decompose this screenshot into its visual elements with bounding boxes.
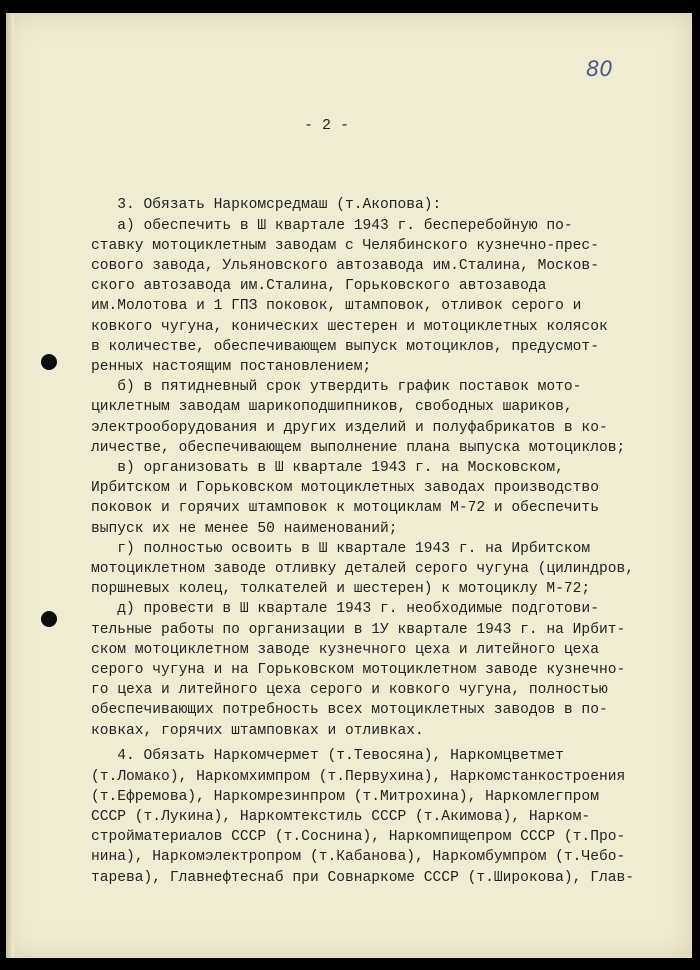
text-line: выпуск их не менее 50 наименований; xyxy=(91,520,398,537)
text-line: ском мотоциклетном заводе кузнечного цеха и литейного цеха xyxy=(91,641,599,658)
text-line: серого чугуна и на Горьковском мотоциклетном заводе кузнечно- xyxy=(91,662,626,679)
text-line: СССР (т.Лукина), Наркомтекстиль СССР (т.Акимова), Нарком- xyxy=(91,809,591,826)
text-line: нина), Наркомэлектропром (т.Кабанова), Наркомбумпром (т.Чебо- xyxy=(91,849,626,866)
page-edge xyxy=(6,13,14,958)
text-line: мотоциклетном заводе отливку деталей серого чугуна (цилиндров, xyxy=(91,561,634,578)
text-line: тельные работы по организации в 1У квартале 1943 г. на Ирбит- xyxy=(91,621,626,638)
text-line: 4. Обязать Наркомчермет (т.Тевосяна), Наркомцветмет xyxy=(91,748,564,765)
text-line: им.Молотова и 1 ГПЗ поковок, штамповок, отливок серого и xyxy=(91,298,582,315)
text-line: обеспечивающих потребность всех мотоциклетных заводов в по- xyxy=(91,702,608,719)
text-line: го цеха и литейного цеха серого и ковкого чугуна, полностью xyxy=(91,682,608,699)
text-line: ковках, горячих штамповках и отливках. xyxy=(91,722,424,739)
text-line: стройматериалов СССР (т.Соснина), Наркомпищепром СССР (т.Про- xyxy=(91,829,626,846)
text-line: ковкого чугуна, конических шестерен и мотоциклетных колясок xyxy=(91,318,608,335)
text-line: (т.Ломако), Наркомхимпром (т.Первухина), Наркомстанкостроения xyxy=(91,768,626,785)
section-4-text xyxy=(91,706,661,928)
text-line: 3. Обязать Наркомсредмаш (т.Акопова): xyxy=(91,197,442,214)
text-line: поковок и горячих штамповок к мотоциклам М-72 и обеспечить xyxy=(91,500,599,517)
punch-hole-upper xyxy=(41,354,57,370)
text-line: тарева), Главнефтеснаб при Совнаркоме СССР (т.Широкова), Глав- xyxy=(91,869,634,886)
text-line: в количестве, обеспечивающем выпуск мотоциклов, предусмот- xyxy=(91,338,599,355)
text-line: сового завода, Ульяновского автозавода им.Сталина, Москов- xyxy=(91,258,599,275)
text-line: электрооборудования и других изделий и полуфабрикатов в ко- xyxy=(91,419,608,436)
text-line: ского автозавода им.Сталина, Горьковского автозавода xyxy=(91,278,547,295)
text-line: в) организовать в Ш квартале 1943 г. на Московском, xyxy=(91,460,564,477)
folio-number: 80 xyxy=(586,57,613,81)
document-page xyxy=(6,13,692,958)
text-line: личестве, обеспечивающем выполнение плана выпуска мотоциклов; xyxy=(91,439,626,456)
punch-hole-lower xyxy=(41,611,57,627)
text-line: (т.Ефремова), Наркомрезинпром (т.Митрохина), Наркомлегпром xyxy=(91,788,599,805)
text-line: ставку мотоциклетным заводам с Челябинского кузнечно-прес- xyxy=(91,237,599,254)
text-line: а) обеспечить в Ш квартале 1943 г. бесперебойную по- xyxy=(91,217,573,234)
text-line: поршневых колец, толкателей и шестерен) к мотоциклу М-72; xyxy=(91,581,591,598)
page-number: - 2 - xyxy=(304,117,350,134)
text-line: д) провести в Ш квартале 1943 г. необходимые подготови- xyxy=(91,601,599,618)
text-line: г) полностью освоить в Ш квартале 1943 г. на Ирбитском xyxy=(91,540,591,557)
section-3-text xyxy=(91,155,661,781)
text-line: б) в пятидневный срок утвердить график поставок мото- xyxy=(91,379,582,396)
text-line: Ирбитском и Горьковском мотоциклетных заводах производство xyxy=(91,480,599,497)
text-line: ренных настоящим постановлением; xyxy=(91,359,372,376)
text-line: циклетным заводам шарикоподшипников, свободных шариков, xyxy=(91,399,573,416)
